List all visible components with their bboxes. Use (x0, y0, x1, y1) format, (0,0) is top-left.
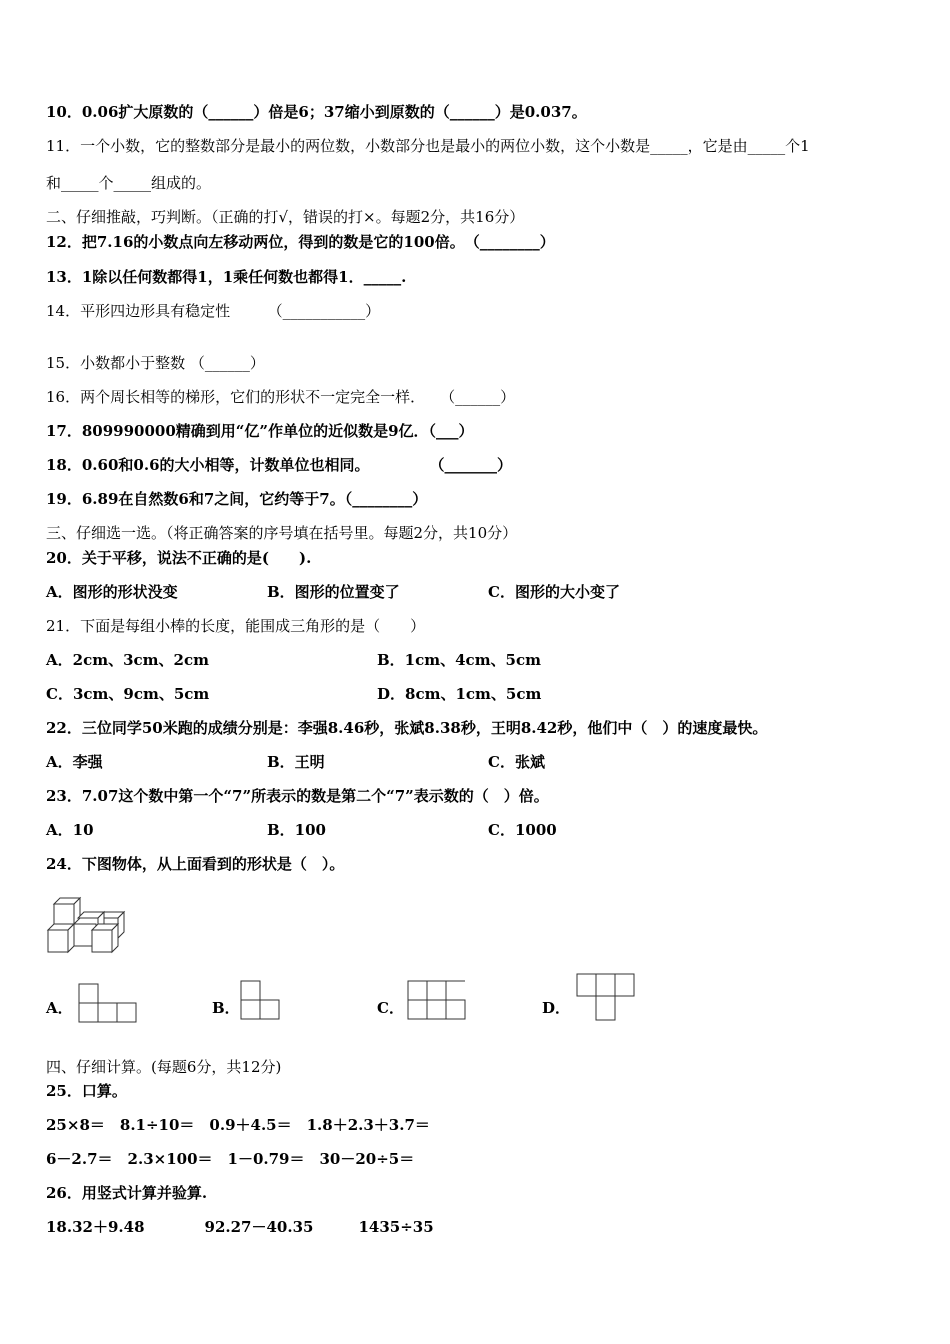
q23-option-c: C．1000 (488, 821, 557, 839)
question-14: 14．平形四边形具有稳定性 （___________） (46, 302, 381, 320)
q24-option-c-label: C． (377, 999, 404, 1017)
section-4-heading: 四、仔细计算。(每题6分，共12分) (46, 1058, 282, 1076)
section-2-heading: 二、仔细推敲，巧判断。（正确的打√，错误的打×。每题2分，共16分） (46, 208, 525, 226)
question-20: 20．关于平移，说法不正确的是( ). (46, 549, 312, 567)
q25-row-2: 6－2.7＝ 2.3×100＝ 1－0.79＝ 30－20÷5＝ (46, 1150, 415, 1168)
q24-option-a-label: A． (46, 999, 73, 1017)
cube-stack-figure (44, 890, 134, 956)
q24-option-b-shape (240, 980, 282, 1022)
question-17: 17．809990000精确到用“亿”作单位的近似数是9亿．（___） (46, 422, 474, 440)
question-26: 26．用竖式计算并验算. (46, 1184, 208, 1202)
q24-option-a-shape (78, 983, 138, 1025)
q22-option-a: A．李强 (46, 753, 103, 771)
q20-option-b: B．图形的位置变了 (267, 583, 400, 601)
q25-row-1: 25×8＝ 8.1÷10＝ 0.9＋4.5＝ 1.8＋2.3＋3.7＝ (46, 1116, 430, 1134)
question-23: 23．7.07这个数中第一个“7”所表示的数是第二个“7”表示数的（ ）倍。 (46, 787, 549, 805)
question-22: 22．三位同学50米跑的成绩分别是：李强8.46秒，张斌8.38秒，王明8.42秒，他们中（ ）的速度最快。 (46, 719, 768, 737)
question-10: 10．0.06扩大原数的（______）倍是6；37缩小到原数的（______）是0.037。 (46, 103, 587, 121)
q21-option-a: A．2cm、3cm、2cm (46, 651, 209, 669)
question-15: 15．小数都小于整数 （______） (46, 354, 265, 372)
question-11-line1: 11．一个小数，它的整数部分是最小的两位数，小数部分也是最小的两位小数，这个小数是_____，它是由_____个1 (46, 137, 810, 155)
q24-option-c-shape (407, 980, 469, 1022)
q20-option-c: C．图形的大小变了 (488, 583, 620, 601)
question-19: 19．6.89在自然数6和7之间，它约等于7。（________） (46, 490, 428, 508)
question-25: 25．口算。 (46, 1082, 127, 1100)
q24-option-d-label: D． (542, 999, 571, 1017)
q24-option-b-label: B． (212, 999, 240, 1017)
question-12: 12．把7.16的小数点向左移动两位，得到的数是它的100倍。 （________） (46, 233, 555, 251)
q23-option-a: A．10 (46, 821, 94, 839)
question-13: 13．1除以任何数都得1，1乘任何数也都得1．_____. (46, 268, 407, 286)
q20-option-a: A．图形的形状没变 (46, 583, 178, 601)
q21-option-d: D．8cm、1cm、5cm (377, 685, 542, 703)
question-24: 24．下图物体，从上面看到的形状是（ ）。 (46, 855, 345, 873)
question-18: 18．0.60和0.6的大小相等，计数单位也相同。 （_______） (46, 456, 513, 474)
q22-option-b: B．王明 (267, 753, 325, 771)
question-21: 21．下面是每组小棒的长度，能围成三角形的是（ ） (46, 617, 426, 635)
question-11-line2: 和_____个_____组成的。 (46, 174, 212, 192)
q26-row: 18.32＋9.48 92.27－40.35 1435÷35 (46, 1218, 434, 1236)
q23-option-b: B．100 (267, 821, 326, 839)
section-3-heading: 三、仔细选一选。（将正确答案的序号填在括号里。每题2分，共10分） (46, 524, 518, 542)
q24-option-d-shape (576, 973, 638, 1023)
q21-option-b: B．1cm、4cm、5cm (377, 651, 542, 669)
q21-option-c: C．3cm、9cm、5cm (46, 685, 210, 703)
question-16: 16．两个周长相等的梯形，它们的形状不一定完全一样． （______） (46, 388, 516, 406)
q22-option-c: C．张斌 (488, 753, 545, 771)
